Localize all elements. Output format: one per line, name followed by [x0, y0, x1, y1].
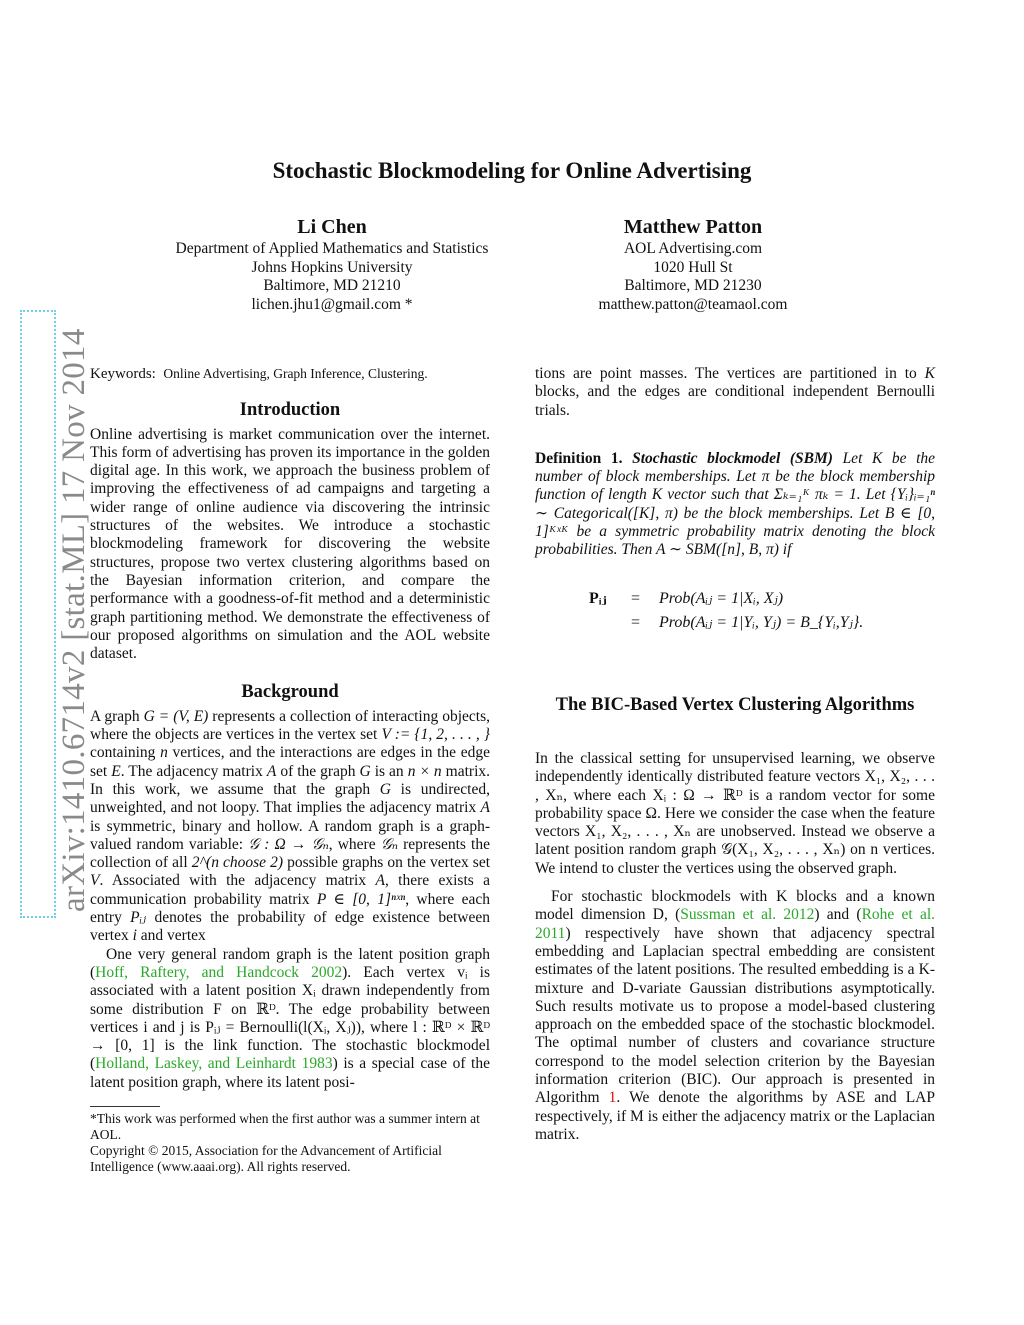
author-email: matthew.patton@teamaol.com: [598, 295, 788, 313]
equation-lhs: Pᵢⱼ: [589, 589, 607, 607]
author-name: Matthew Patton: [623, 216, 763, 238]
equation-rhs-2: Prob(Aᵢⱼ = 1|Yᵢ, Yⱼ) = B_{Yᵢ,Yⱼ}.: [659, 613, 864, 631]
author-email: lichen.jhu1@gmail.com *: [251, 295, 413, 313]
footnote-rule: [90, 1106, 160, 1107]
equation-equals-2: =: [631, 613, 641, 631]
paper-title: Stochastic Blockmodeling for Online Advertising: [272, 158, 752, 183]
equation-block: [535, 590, 935, 640]
author-block-1: [150, 214, 514, 314]
right-column: [535, 365, 935, 1144]
introduction-paragraph: Online advertising is market communication over the internet. This form of advertising has proven its importance in the golden digital age. In this work, we approach the business problem of improving the effectiveness of ad campaigns and targeting a wider range of online audience via discovering the intrinsic structures of the websites. We introduce a stochastic blockmodeling framework for discovering the website structures, propose two vertex clustering algorithms based on the Bayesian information criterion, and compare the performance with a goodness-of-fit method and a deterministic graph partitioning method. We demonstrate the effectiveness of our proposed algorithms on simulation and the AOL website dataset.: [90, 425, 490, 663]
citation-link[interactable]: Rohe et al. 2011: [535, 906, 936, 942]
author-name: Li Chen: [297, 216, 367, 238]
author-address: Baltimore, MD 21210: [263, 277, 401, 294]
definition-label: Definition 1.: [535, 449, 623, 467]
author-affiliation: Department of Applied Mathematics and Statistics: [175, 240, 489, 257]
section-heading-background: Background: [241, 682, 339, 703]
background-paragraph-2: One very general random graph is the latent position graph (Hoff, Raftery, and Handcock 2002). Each vertex vᵢ is associated with a latent position Xᵢ drawn independently from some distribution F on ℝᴰ. The edge probability between vertices i and j is Pᵢⱼ = Bernoulli(l(Xᵢ, Xⱼ)), where l : ℝᴰ × ℝᴰ → [0, 1] is the link function. The stochastic blockmodel (Holland, Laskey, and Leinhardt 1983) is a special case of the latent position graph, where its latent posi-: [90, 945, 490, 1091]
arxiv-stamp-frame: [20, 310, 56, 918]
left-column: [90, 365, 490, 1175]
bic-paragraph-2: For stochastic blockmodels with K blocks and a known model dimension D, (Sussman et al. 2012) and (Rohe et al. 2011) respectively have shown that adjacency spectral embedding and Laplacian spectral embedding are consistent estimates of the latent positions. The resulted embedding is a K-mixture and D-variate Gaussian distributions asymptotically. Such results motivate us to propose a model-based clustering approach on the embedded space of the stochastic blockmodel. The optimal number of clusters and covariance structure correspond to the model selection criterion by the Bayesian information criterion (BIC). Our approach is presented in Algorithm 1. We denote the algorithms by ASE and LAP respectively, if M is either the adjacency matrix or the Laplacian matrix.: [535, 888, 936, 1143]
copyright-notice: Copyright © 2015, Association for the Advancement of Artificial Intelligence (www.aaai.org). All rights reserved.: [90, 1142, 442, 1174]
equation-equals: =: [631, 589, 641, 607]
author-affiliation: Johns Hopkins University: [251, 258, 413, 276]
equation-rhs-1: Prob(Aᵢⱼ = 1|Xᵢ, Xⱼ): [659, 589, 784, 607]
background-paragraph-1: A graph G = (V, E) represents a collection of interacting objects, where the objects are vertices in the vertex set V := {1, 2, . . . , } containing n vertices, and the interactions are edges in the edge set E. The adjacency matrix A of the graph G is an n × n matrix. In this work, we assume that the graph G is undirected, unweighted, and not loopy. That implies the adjacency matrix A is symmetric, binary and hollow. A random graph is a graph-valued random variable: 𝒢 : Ω → 𝒢ₙ, where 𝒢ₙ represents the collection of all 2^(n choose 2) possible graphs on the vertex set V. Associated with the adjacency matrix A, there exists a communication probability matrix P ∈ [0, 1]ⁿˣⁿ, where each entry Pᵢⱼ denotes the probability of edge existence between vertex i and vertex: [90, 707, 491, 945]
definition-text: Let K be the number of block memberships. Let π be the block membership function of length K vector such that Σₖ₌₁ᴷ πₖ = 1. Let {Yᵢ}ᵢ₌₁ⁿ ∼ Categorical([K], π) be the block memberships. Let B ∈ [0, 1]ᴷˣᴷ be a symmetric probability matrix denoting the block probabilities. Then A ∼ SBM([n], B, π) if: [535, 449, 936, 559]
citation-link[interactable]: Sussman et al. 2012: [680, 906, 815, 924]
keywords-label: Keywords:: [90, 366, 156, 382]
section-heading-bic: The BIC-Based Vertex Clustering Algorithms: [555, 694, 915, 715]
author-block-2: [578, 214, 808, 314]
footnote: *This work was performed when the first author was a summer intern at AOL.: [90, 1110, 480, 1142]
keywords-text: Online Advertising, Graph Inference, Clustering.: [163, 366, 428, 381]
citation-link[interactable]: Holland, Laskey, and Leinhardt 1983: [95, 1055, 333, 1073]
keywords: [90, 365, 490, 383]
algorithm-reference-link[interactable]: 1: [608, 1089, 617, 1107]
author-address: Baltimore, MD 21230: [624, 277, 762, 294]
citation-link[interactable]: Hoff, Raftery, and Handcock 2002: [95, 963, 343, 981]
author-affiliation: AOL Advertising.com: [623, 240, 763, 257]
definition-sbm: [535, 450, 935, 560]
background-continuation: tions are point masses. The vertices are partitioned in to K blocks, and the edges are conditional independent Bernoulli trials.: [535, 365, 935, 419]
section-heading-introduction: Introduction: [239, 400, 341, 421]
author-address: 1020 Hull St: [653, 258, 733, 276]
arxiv-identifier: arXiv:1410.6714v2 [stat.ML] 17 Nov 2014: [56, 328, 92, 912]
definition-term: Stochastic blockmodel (SBM): [632, 449, 833, 467]
bic-paragraph-1: In the classical setting for unsupervised learning, we observe independently identically distributed feature vectors X₁, X₂, . . . , Xₙ, where each Xᵢ : Ω → ℝᴰ is a random vector for some probability space Ω. Here we consider the case when the feature vectors X₁, X₂, . . . , Xₙ are unobserved. Instead we observe a latent position random graph 𝒢(X₁, X₂, . . . , Xₙ) on n vertices. We intend to cluster the vertices using the observed graph.: [535, 749, 935, 877]
